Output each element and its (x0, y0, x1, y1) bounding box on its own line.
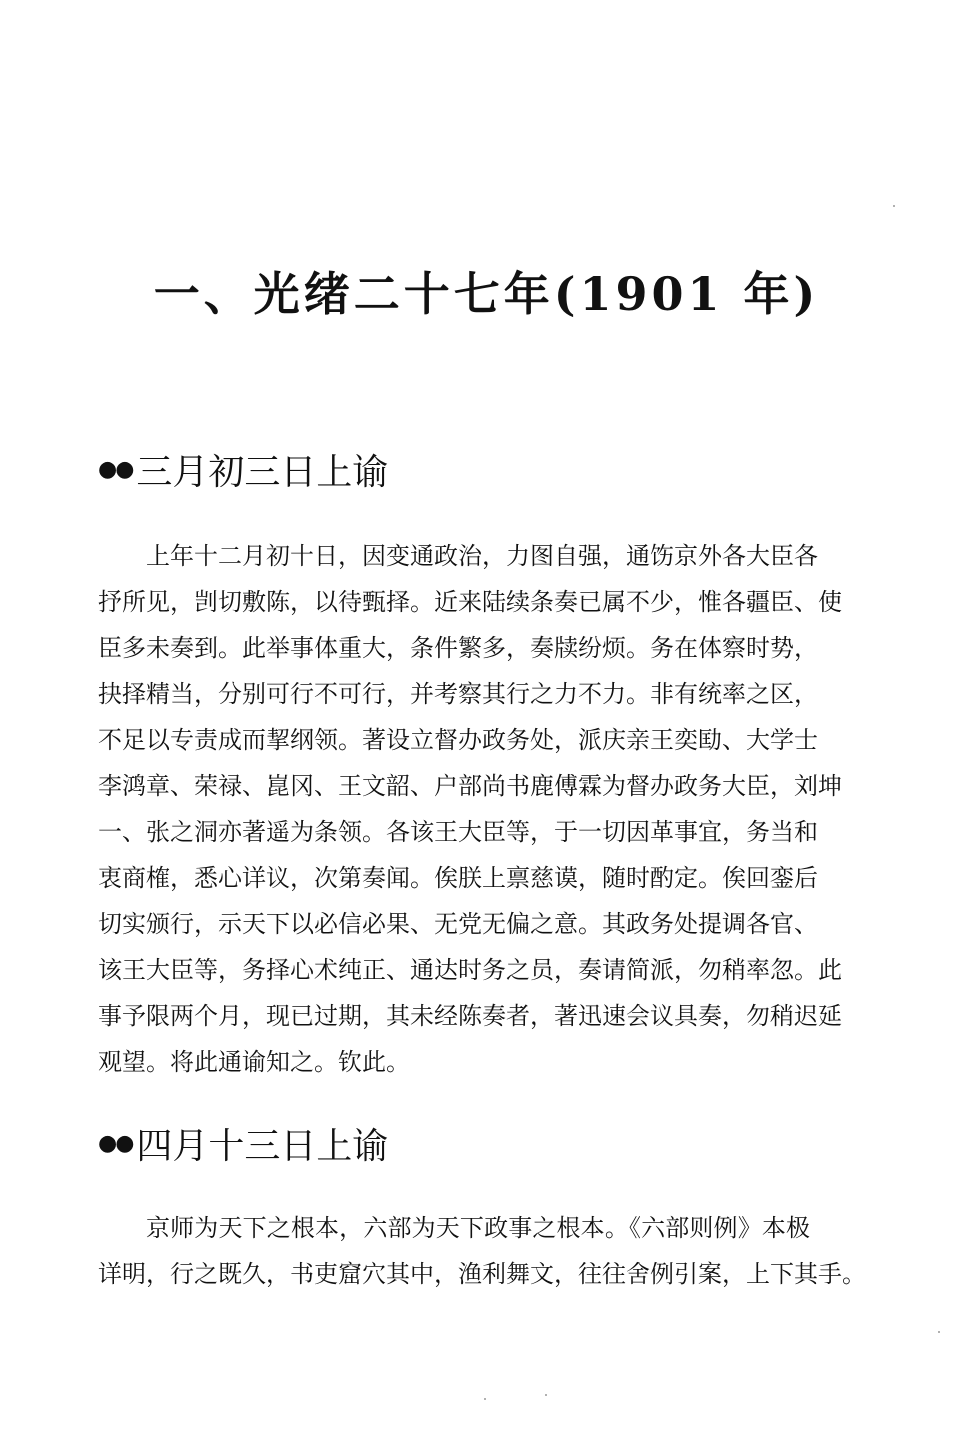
text-line: 该王大臣等，务择心术纯正、通达时务之员，奏请简派，勿稍率忽。此 (98, 956, 842, 984)
text-line: 一、张之洞亦著遥为条领。各该王大臣等，于一切因革事宜，务当和 (98, 818, 818, 846)
scan-speck (938, 1331, 940, 1333)
scan-speck (545, 1394, 547, 1396)
text-line: 抒所见，剀切敷陈，以待甄择。近来陆续条奏已属不少，惟各疆臣、使 (98, 588, 842, 616)
scan-speck (893, 205, 895, 207)
section-heading-text: 四月十三日上谕 (136, 1126, 389, 1167)
text-line: 上年十二月初十日，因变通政治，力图自强，通饬京外各大臣各 (146, 542, 818, 570)
text-line: 详明，行之既久，书吏窟穴其中，渔利舞文，往往舍例引案，上下其手。 (98, 1260, 866, 1288)
text-line: 李鸿章、荣禄、崑冈、王文韶、户部尚书鹿傅霖为督办政务大臣，刘坤 (98, 772, 842, 800)
text-line: 观望。将此通谕知之。钦此。 (98, 1048, 410, 1076)
text-line: 不足以专责成而挈纲领。著设立督办政务处，派庆亲王奕劻、大学士 (98, 726, 818, 754)
scan-speck (484, 1398, 486, 1400)
bullet-marks: ●● (98, 1131, 133, 1156)
bullet-marks: ●● (98, 457, 133, 482)
section-body (98, 533, 842, 1085)
text-line: 京师为天下之根本，六部为天下政事之根本。《六部则例》本极 (146, 1214, 810, 1242)
text-line: 切实颁行，示天下以必信必果、无党无偏之意。其政务处提调各官、 (98, 910, 818, 938)
section-heading (98, 444, 388, 495)
section-body (98, 1205, 866, 1297)
section-heading (98, 1118, 388, 1169)
text-line: 衷商榷，悉心详议，次第奏闻。俟朕上禀慈谟，随时酌定。俟回銮后 (98, 864, 818, 892)
chapter-title: 一、光绪二十七年(1901 年) (153, 267, 820, 321)
text-line: 臣多未奏到。此举事体重大，条件繁多，奏牍纷烦。务在体察时势， (98, 634, 818, 662)
section-heading-text: 三月初三日上谕 (136, 452, 389, 493)
text-line: 抉择精当，分别可行不可行，并考察其行之力不力。非有统率之区， (98, 680, 818, 708)
text-line: 事予限两个月，现已过期，其未经陈奏者，著迅速会议具奏，勿稍迟延 (98, 1002, 842, 1030)
